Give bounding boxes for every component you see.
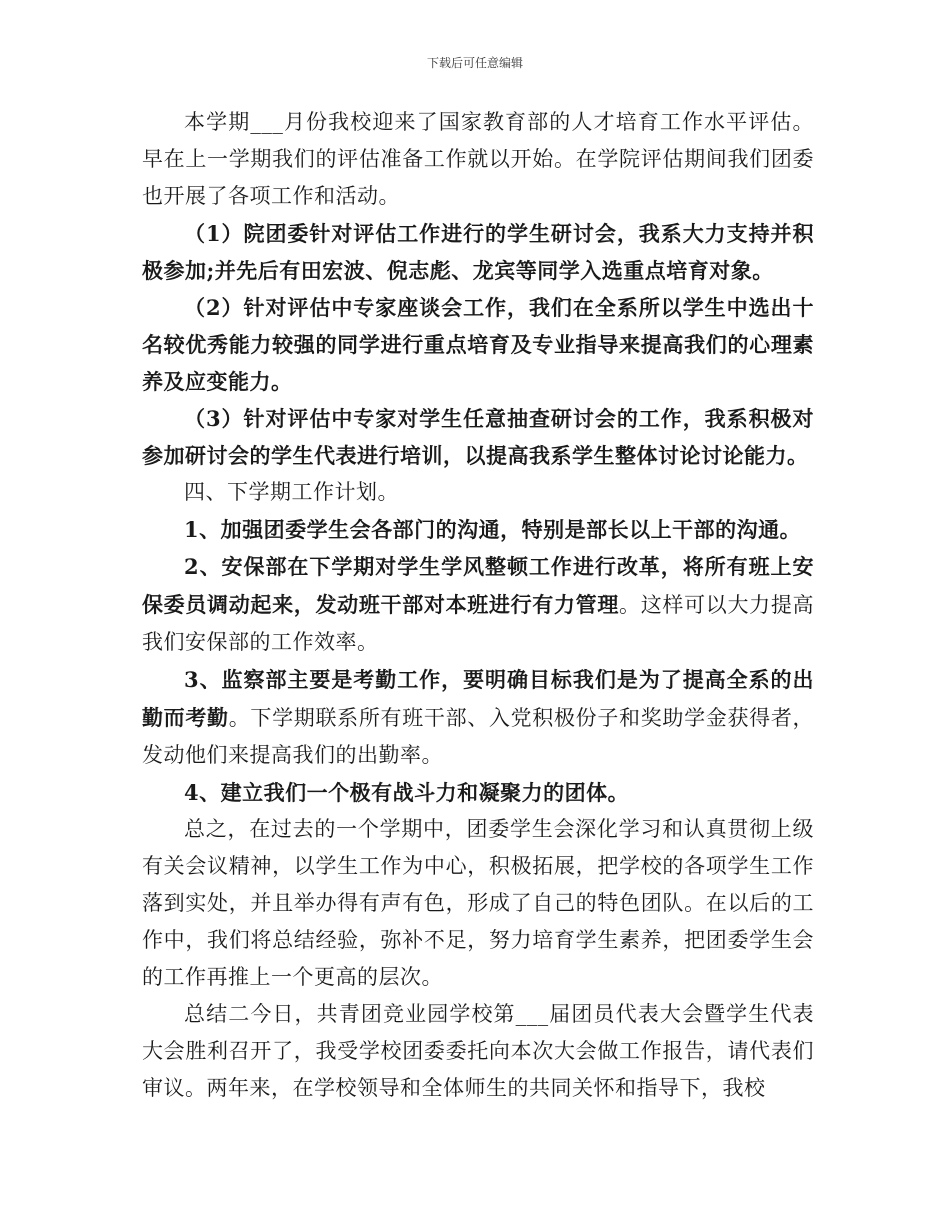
- plan-item-3: [142, 661, 814, 774]
- section-heading-plan: 四、下学期工作计划。: [184, 480, 399, 504]
- plan-item-2-rest: 。这样可以大力提高我们安保部的工作效率。: [142, 593, 814, 654]
- plan-item-2-bold: 2、安保部在下学期对学生学风整顿工作进行改革，将所有班上安保委员调动起来，发动班干部对本班进行有力管理: [142, 554, 814, 617]
- paragraph-item-2: （2）针对评估中专家座谈会工作，我们在全系所以学生中选出十名较优秀能力较强的同学进行重点培育及专业指导来提高我们的心理素养及应变能力。: [142, 295, 814, 394]
- document-body: [142, 104, 814, 1107]
- paragraph-summary: 总之，在过去的一个学期中，团委学生会深化学习和认真贯彻上级有关会议精神，以学生工作为中心，积极拓展，把学校的各项学生工作落到实处，并且举办得有声有色，形成了自己的特色团队。在以后的工作中，我们将总结经验，弥补不足，努力培育学生素养，把团委学生会的工作再推上一个更高的层次。: [142, 817, 814, 989]
- plan-item-2: [142, 548, 814, 661]
- paragraph-intro: 本学期___月份我校迎来了国家教育部的人才培育工作水平评估。早在上一学期我们的评估准备工作就以开始。在学院评估期间我们团委也开展了各项工作和活动。: [142, 110, 814, 208]
- paragraph-report: 总结二今日，共青团竞业园学校第___届团员代表大会暨学生代表大会胜利召开了，我受学校团委委托向本次大会做工作报告，请代表们审议。两年来，在学校领导和全体师生的共同关怀和指导下，我校: [142, 1002, 814, 1100]
- plan-item-3-rest: 。下学期联系所有班干部、入党积极份子和奖助学金获得者，发动他们来提高我们的出勤率。: [142, 706, 814, 767]
- plan-item-3-bold: 3、监察部主要是考勤工作，要明确目标我们是为了提高全系的出勤而考勤: [142, 667, 814, 730]
- plan-item-1: 1、加强团委学生会各部门的沟通，特别是部长以上干部的沟通。: [184, 517, 802, 542]
- plan-item-4: 4、建立我们一个极有战斗力和凝聚力的团体。: [184, 780, 630, 805]
- paragraph-item-1: （1）院团委针对评估工作进行的学生研讨会，我系大力支持并积极参加;并先后有田宏波、倪志彪、龙宾等同学入选重点培育对象。: [142, 221, 814, 283]
- paragraph-item-3: （3）针对评估中专家对学生任意抽查研讨会的工作，我系积极对参加研讨会的学生代表进行培训，以提高我系学生整体讨论讨论能力。: [142, 406, 814, 468]
- page-header: 下载后可任意编辑: [426, 56, 523, 70]
